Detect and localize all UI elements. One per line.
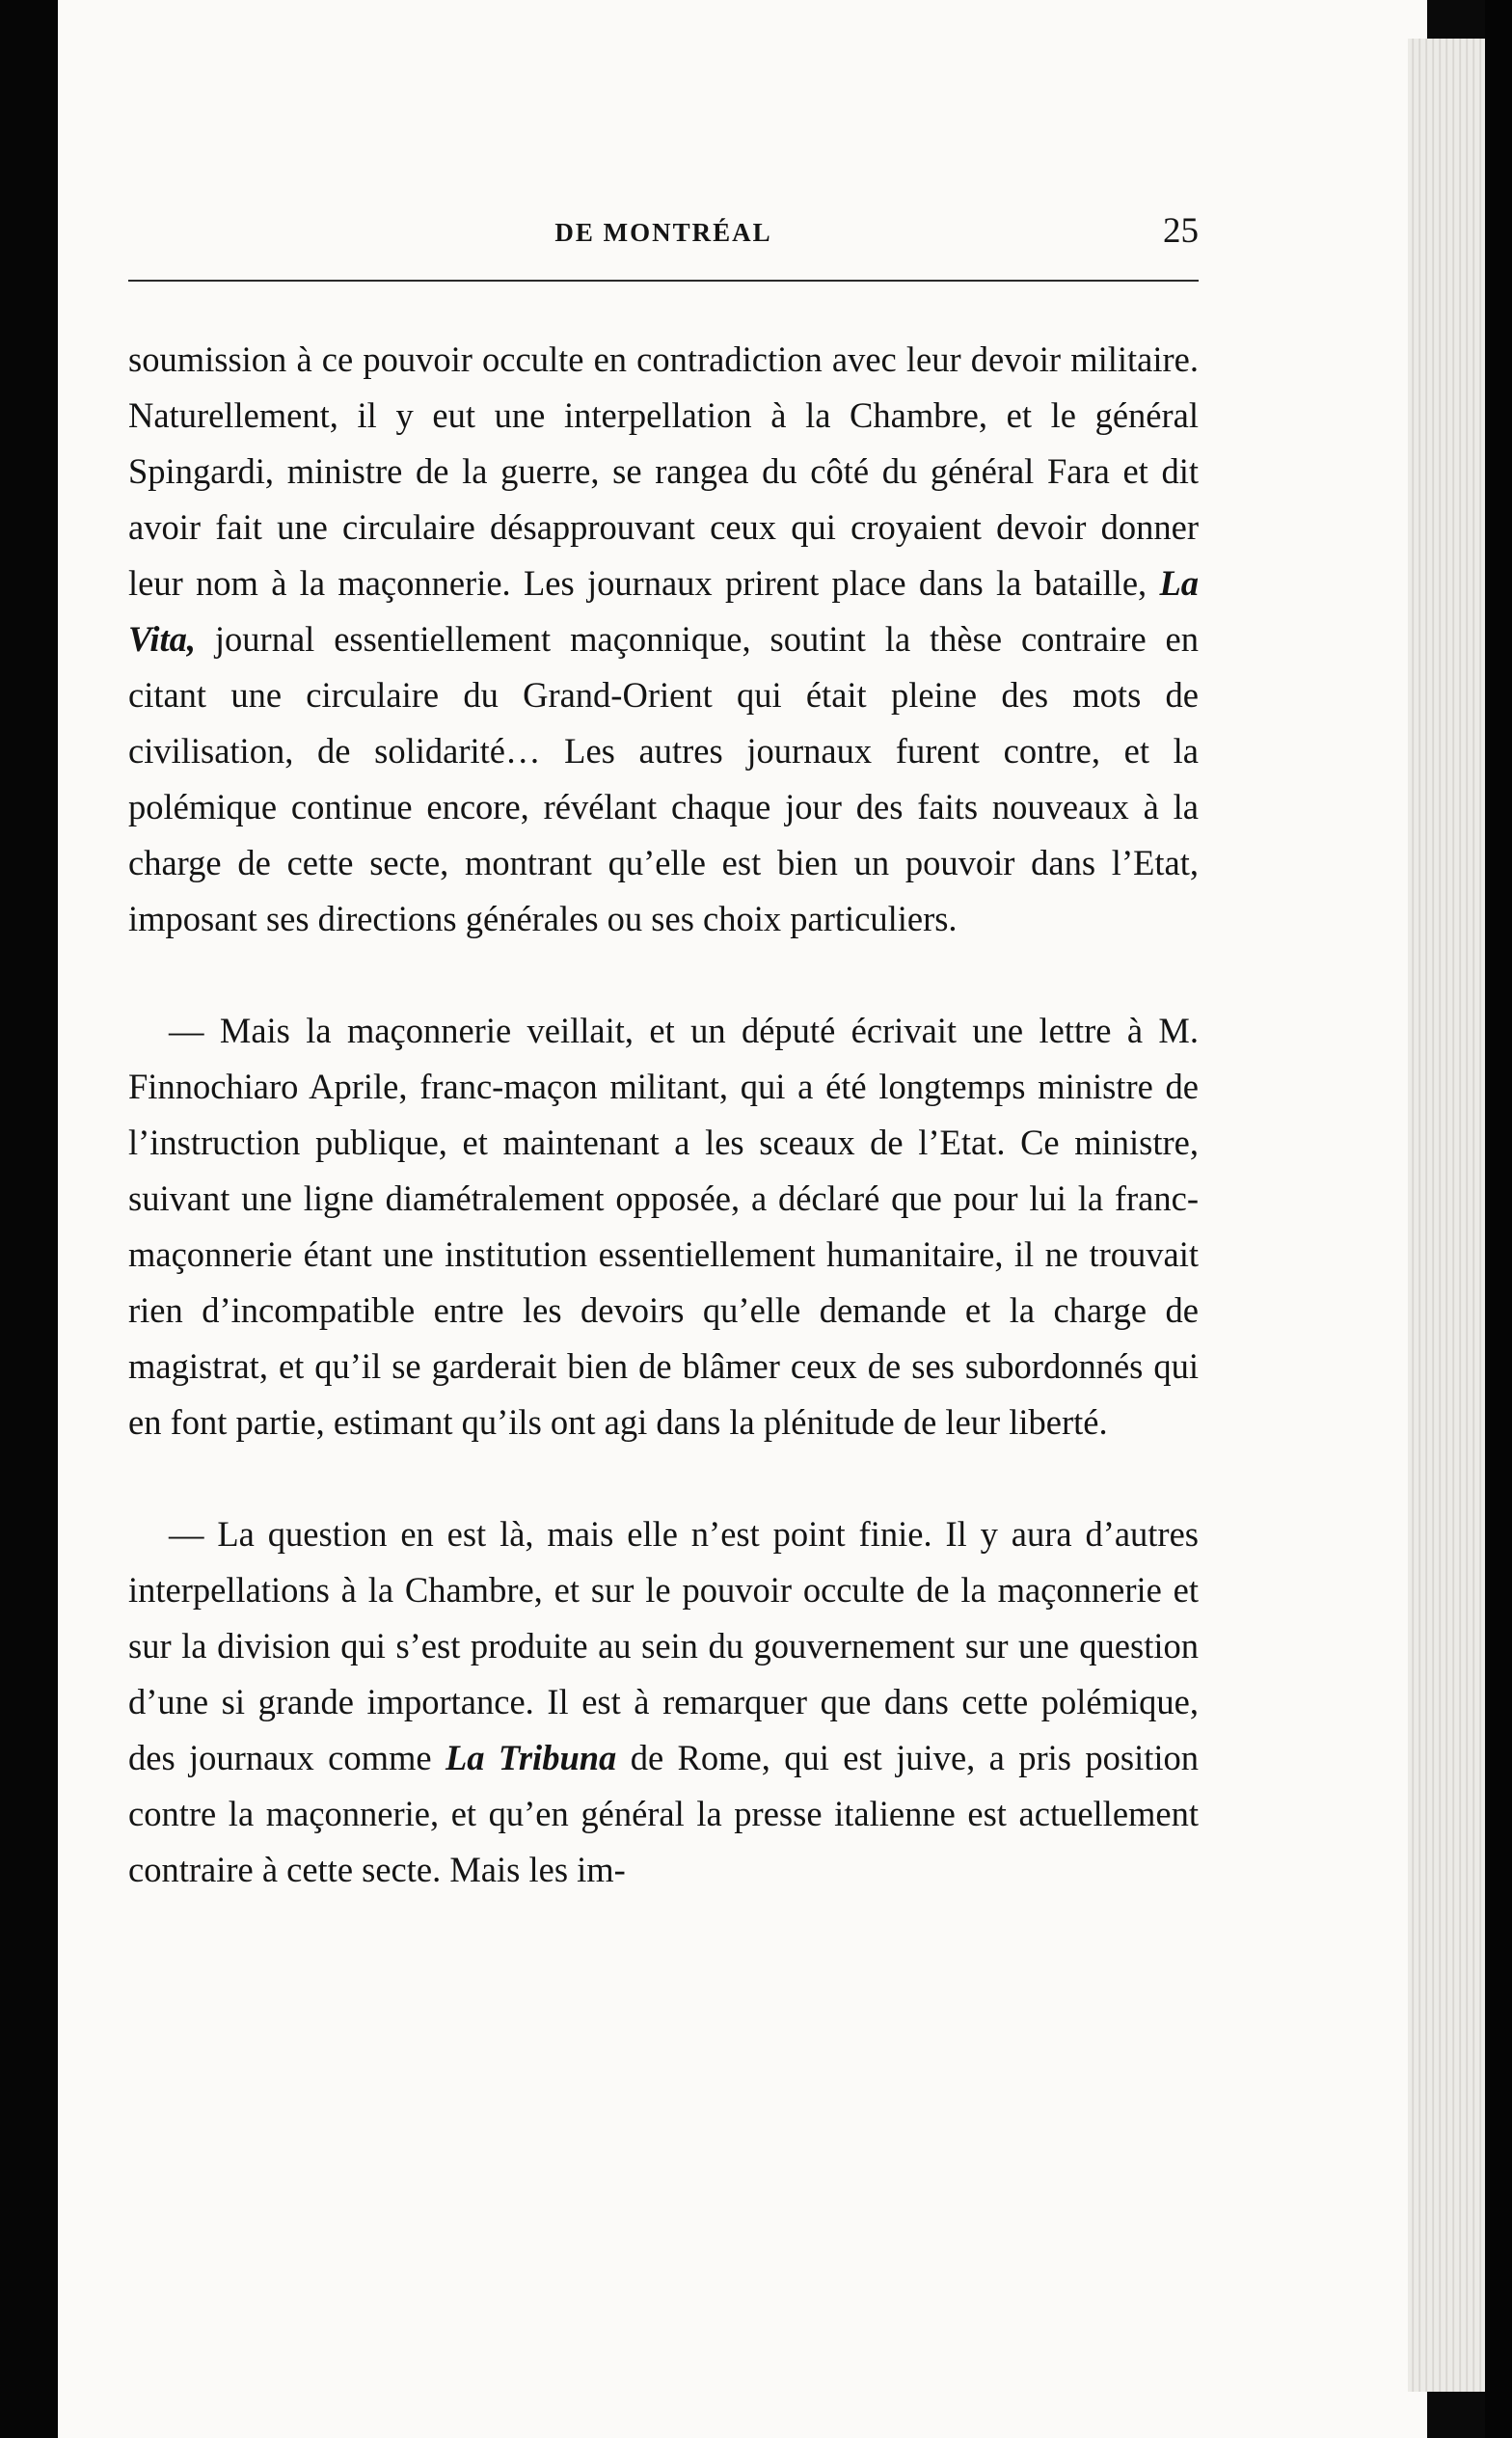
paragraph-1	[128, 332, 1199, 947]
paragraph-3	[128, 1506, 1199, 1898]
paragraph-3-text-b: de Rome, qui est juive, a pris position contre la maçonnerie, et qu’en général la presse italienne est actuellement contraire à cette secte. Mais les im-	[128, 1738, 1199, 1889]
page-number: 25	[1163, 211, 1199, 251]
header-rule	[128, 280, 1199, 282]
paragraph-2-text: — Mais la maçonnerie veillait, et un député écrivait une lettre à M. Finnochiaro Aprile, franc-maçon militant, qui a été longtemps ministre de l’instruction publique, et maintenant a les sceaux de l’Etat. Ce ministre, suivant une ligne diamétralement opposée, a déclaré que pour lui la franc-maçonnerie étant une institution essentiellement humanitaire, il ne trouvait rien d’incompatible entre les devoirs qu’elle demande et la charge de magistrat, et qu’il se garderait bien de blâmer ceux de ses subordonnés qui en font partie, estimant qu’ils ont agi dans la plénitude de leur liberté.	[128, 1011, 1199, 1442]
paragraph-1-text-b: journal essentiellement maçonnique, soutint la thèse contraire en citant une circulaire du Grand-Orient qui était pleine des mots de civilisation, de solidarité… Les autres journaux furent contre, et la polémique continue encore, révélant chaque jour des faits nouveaux à la charge de cette secte, montrant qu’elle est bien un pouvoir dans l’Etat, imposant ses directions générales ou ses choix particuliers.	[128, 619, 1199, 938]
paragraph-1-title-la-vita: La Vita,	[128, 563, 1199, 659]
page-stack-edge	[1408, 39, 1485, 2392]
paragraph-3-title-la-tribuna: La Tribuna	[445, 1738, 617, 1777]
paragraph-2	[128, 1003, 1199, 1450]
paragraph-1-text-a: soumission à ce pouvoir occulte en contradiction avec leur devoir militaire. Naturellement, il y eut une interpellation à la Chambre, et le général Spingardi, ministre de la guerre, se rangea du côté du général Fara et dit avoir fait une circulaire désapprouvant ceux qui croyaient devoir donner leur nom à la maçonnerie. Les journaux prirent place dans la bataille,	[128, 339, 1199, 603]
right-book-edge	[1485, 0, 1512, 2438]
left-book-edge	[0, 0, 58, 2438]
running-head: DE MONTRÉAL	[554, 218, 772, 247]
page-header	[128, 210, 1199, 268]
body-text	[128, 332, 1199, 1898]
paragraph-3-text-a: — La question en est là, mais elle n’est point finie. Il y aura d’autres interpellations à la Chambre, et sur le pouvoir occulte de la maçonnerie et sur la division qui s’est produite au sein du gouvernement sur une question d’une si grande importance. Il est à remarquer que dans cette polémique, des journaux comme	[128, 1514, 1199, 1777]
